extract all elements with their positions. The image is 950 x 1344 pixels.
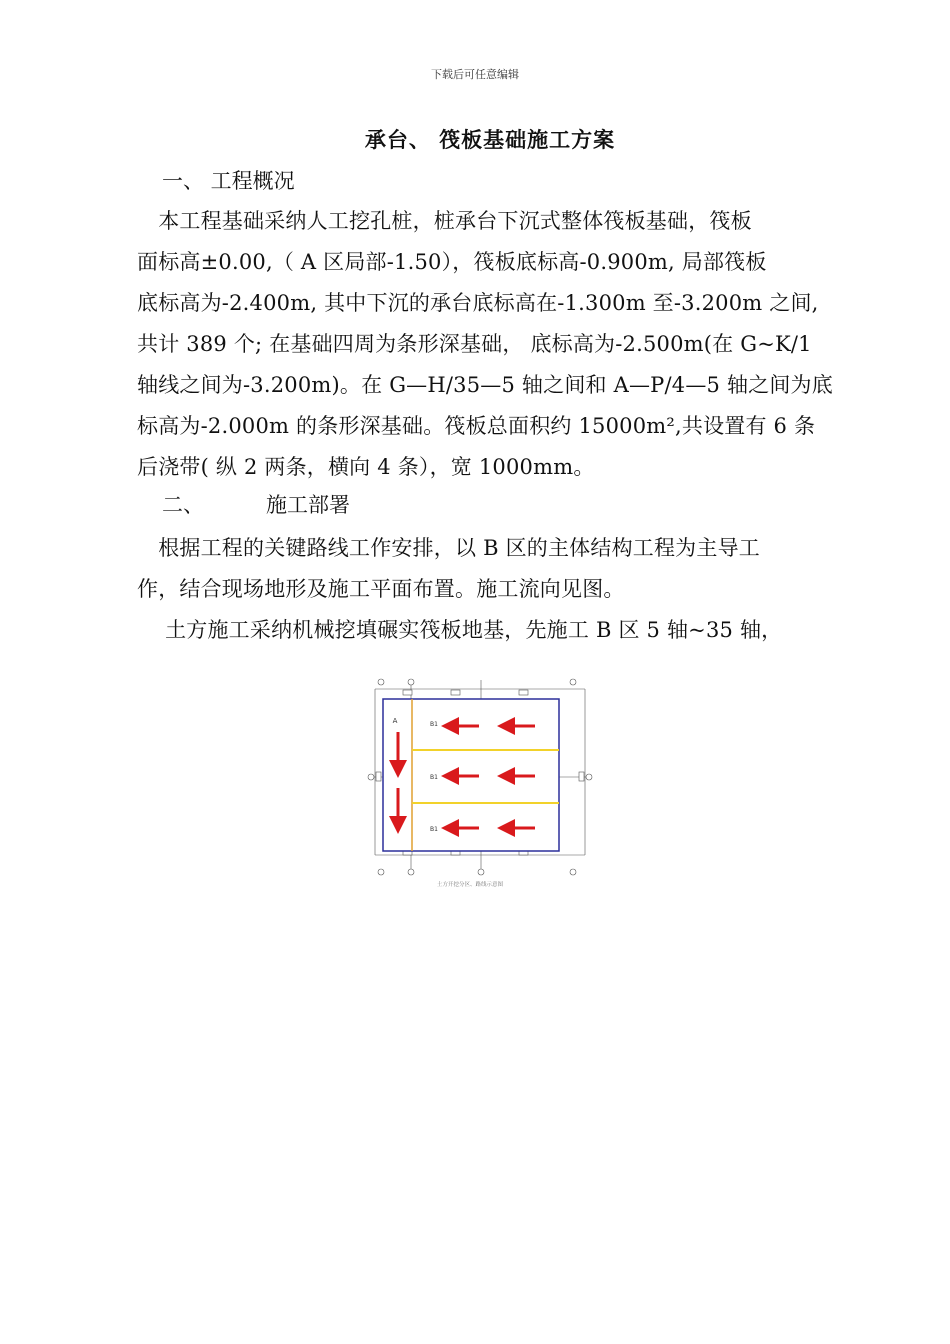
document-title: 承台、 筏板基础施工方案 — [364, 128, 616, 152]
paragraph-line: 作，结合现场地形及施工平面布置。施工流向见图。 — [137, 577, 625, 601]
diagram-caption: 土方开挖分区、路线示意图 — [436, 882, 504, 888]
zone-b-label: B1 — [430, 826, 438, 833]
paragraph-line: 面标高±0.00,（ A 区局部-1.50），筏板底标高-0.900m, 局部筏板 — [137, 250, 767, 274]
excavation-flow-diagram — [367, 674, 593, 890]
section-number: 二、 — [162, 493, 204, 517]
paragraph-line: 根据工程的关键路线工作安排，以 B 区的主体结构工程为主导工 — [137, 536, 760, 560]
paragraph-line: 共计 389 个; 在基础四周为条形深基础， 底标高为-2.500m(在 G~K/1 — [137, 332, 812, 356]
paragraph-line: 本工程基础采纳人工挖孔桩，桩承台下沉式整体筏板基础，筏板 — [137, 209, 752, 233]
zone-b-label: B1 — [430, 774, 438, 781]
zone-a-label: A — [392, 717, 398, 725]
zone-b-label: B1 — [430, 721, 438, 728]
paragraph-line: 轴线之间为-3.200m)。在 G—H/35—5 轴之间和 A—P/4—5 轴之间为底 — [137, 373, 833, 397]
paragraph-line: 底标高为-2.400m, 其中下沉的承台底标高在-1.300m 至-3.200m 之间, — [137, 291, 819, 315]
section-heading-overview: 一、 工程概况 — [162, 169, 295, 193]
paragraph-line: 土方施工采纳机械挖填碾实筏板地基，先施工 B 区 5 轴~35 轴， — [137, 618, 783, 642]
section-heading-deployment: 施工部署 — [266, 493, 350, 517]
page-header: 下载后可任意编辑 — [431, 68, 519, 81]
paragraph-line: 标高为-2.000m 的条形深基础。筏板总面积约 15000m²,共设置有 6 条 — [137, 414, 816, 438]
paragraph-line: 后浇带( 纵 2 两条，横向 4 条），宽 1000mm。 — [137, 455, 595, 479]
